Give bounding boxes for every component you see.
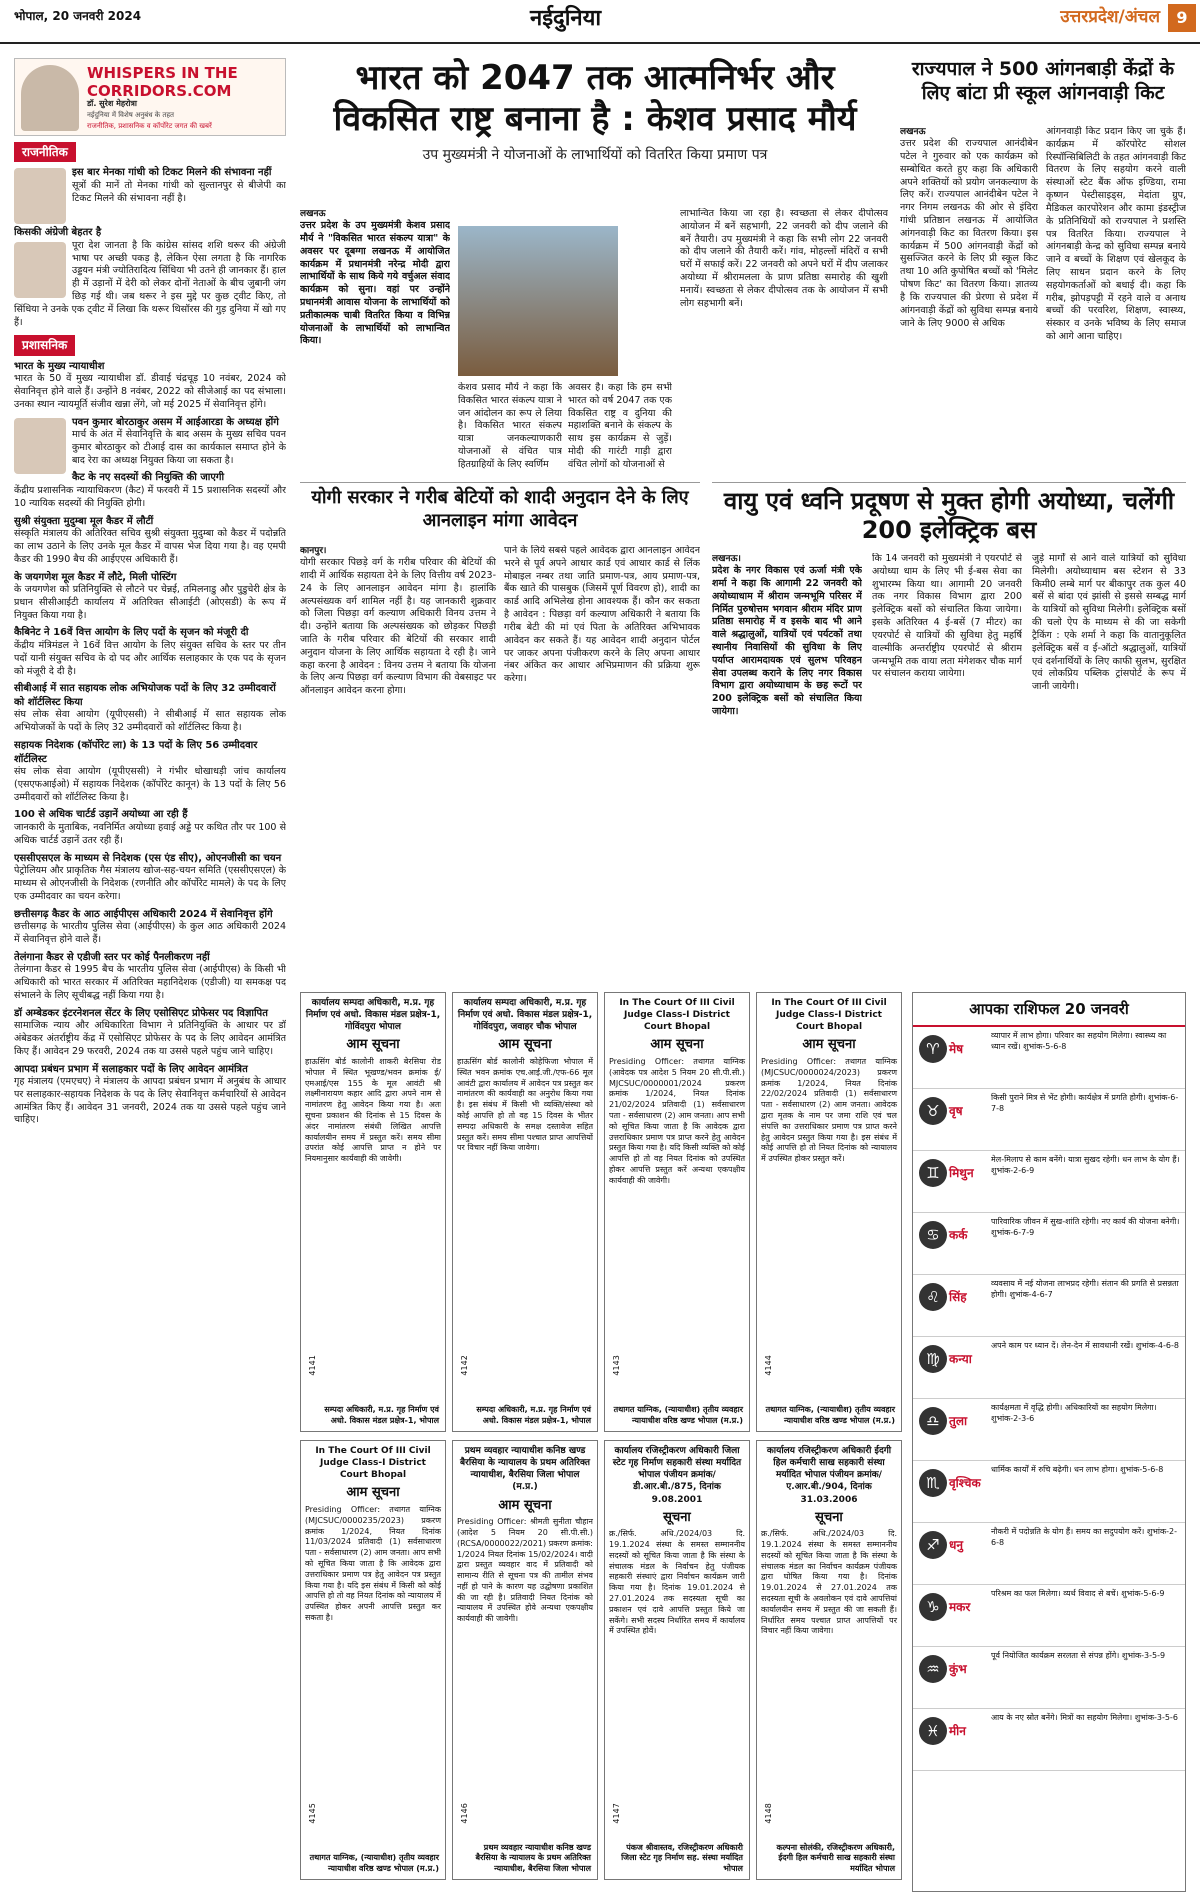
notice-code: 4145 bbox=[307, 1803, 317, 1824]
item-text: संघ लोक सेवा आयोग (यूपीएससी) ने सीबीआई में सात सहायक लोक अभियोजकों के पदों के लिए 32 उम्मीदवारों को शॉर्टलिस्ट किया है। bbox=[14, 709, 286, 734]
governor-dateline: लखनऊ bbox=[900, 127, 926, 137]
notice-code: 4141 bbox=[307, 1355, 317, 1376]
political-item-1 bbox=[14, 166, 286, 205]
item-head: एससीएसएल के माध्यम से निदेशक (एस एंड सीए), ओएनजीसी का चयन bbox=[14, 852, 282, 864]
author-photo bbox=[21, 65, 79, 131]
notice-signature: प्रथम व्यवहार न्यायाधीश कनिष्ठ खण्ड बैरसिया के न्यायालय के प्रथम अतिरिक्त न्यायाधीश, बैरसिया जिला भोपाल bbox=[475, 1842, 591, 1874]
admin-news-item bbox=[14, 626, 286, 678]
lead-col-1 bbox=[300, 208, 450, 473]
whispers-title-2: CORRIDORS.COM bbox=[87, 82, 232, 100]
sign-name: मेष bbox=[949, 1042, 964, 1057]
lead-col-2: केशव प्रसाद मौर्य ने कहा कि विकसित भारत संकल्प यात्रा ने जन आंदोलन का रूप ले लिया है। विकसित भारत संकल्प यात्रा जनकल्याणकारी योजनाओं से वंचित पात्र हितग्राहियों के लिए स्वर्णिम bbox=[458, 382, 562, 470]
sign-text: पूर्व नियोजित कार्यक्रम सरलता से संपन्न होंगे। शुभांक-3-5-9 bbox=[991, 1651, 1166, 1661]
admin-news-item bbox=[14, 1063, 286, 1128]
marriage-dateline: कानपुर। bbox=[300, 546, 327, 556]
notice-title: In The Court Of III Civil Judge Class-I District Court Bhopal bbox=[771, 998, 887, 1033]
admin-news-item bbox=[14, 1007, 286, 1059]
notice-code: 4144 bbox=[763, 1355, 773, 1376]
item-text: मार्च के अंत में सेवानिवृत्ति के बाद असम के मुख्य सचिव पवन कुमार बोरठाकुर को टीआई दास का कार्यकाल समाप्त होने के बाद रेरा का अध्यक्ष नियुक्त किया जा सकता है। bbox=[72, 429, 286, 466]
item-text: सूत्रों की मानें तो मेनका गांधी को सुल्तानपुर से बीजेपी का टिकट मिलने की संभावना नहीं है। bbox=[72, 179, 286, 204]
ayodhya-col-3: जुड़े मार्गों से आने वाले यात्रियों को सुविधा मिलेगी। अयोध्याधाम बस स्टेशन से 33 किमी0 लम्बे मार्ग पर बीकापुर तक कुल 40 बसें से बांदा एवं झांसी से इससे सम्बद्ध मार्ग के यात्रियों को सुविधा मिलेगी। इलेक्ट्रिक बसों की चलो ऐप के माध्यम से की जा सकेगी ट्रैकिंग : एके शर्मा ने कहा कि वातानुकूलित इलेक्ट्रिक बसें व ई-ऑटो श्रद्धालुओं, यात्रियों एवं दर्शनार्थियों के लिए काफी सुलभ, सुरक्षित एवं लोकप्रिय पब्लिक ट्रांसपोर्ट के रूप में जानी जायेगी। bbox=[1032, 553, 1186, 693]
notice-code: 4142 bbox=[459, 1355, 469, 1376]
item-head: आपदा प्रबंधन प्रभाग में सलाहकार पदों के लिए आवेदन आमंत्रित bbox=[14, 1063, 248, 1075]
item-head: के जयगणेश मूल कैडर में लौटे, मिली पोस्टिंग bbox=[14, 571, 177, 583]
menka-photo bbox=[14, 168, 66, 224]
notice-body: हाऊसिंग बोर्ड कालोनी कोहेफिजा भोपाल में स्थित भवन क्रमांक एच.आई.जी./एफ-66 मूल आवंटी द्वारा कार्यालय में आवेदन पत्र प्रस्तुत कर नामांतरण की कार्यवाही का अनुरोध किया गया है। इस संबंध में किसी भी व्यक्ति/संस्था को कोई आपत्ति हो तो वह 15 दिवस के भीतर सम्पदा अधिकारी के समक्ष दस्तावेज सहित प्रस्तुत करें। समय सीमा पश्चात प्राप्त आपत्तियों पर विचार नहीं किया जावेगा। bbox=[457, 1056, 593, 1153]
item-head: सहायक निदेशक (कॉर्पोरेट ला) के 13 पदों के लिए 56 उम्मीदवार शॉर्टलिस्ट bbox=[14, 740, 258, 765]
zodiac-icon: ♓ bbox=[919, 1717, 947, 1745]
item-head: डॉ अम्बेडकर इंटरनेशनल सेंटर के लिए एसोसिएट प्रोफेसर पद विज्ञापित bbox=[14, 1007, 268, 1019]
whispers-tagline: नईदुनिया में विशेष अनुबंध के तहत bbox=[87, 111, 175, 119]
item-head: पवन कुमार बोरठाकुर असम में आईआरडा के अध्यक्ष होंगे bbox=[72, 416, 279, 428]
item-head: किसकी अंग्रेजी बेहतर है bbox=[14, 227, 102, 239]
notice-code: 4147 bbox=[611, 1803, 621, 1824]
sign-name: कन्या bbox=[949, 1352, 972, 1367]
notice-heading: आम सूचना bbox=[802, 1037, 856, 1053]
sign-name: धनु bbox=[949, 1538, 964, 1553]
horoscope-sign bbox=[913, 1523, 1185, 1585]
item-head: कैबिनेट ने 16वें वित्त आयोग के लिए पदों के सृजन को मंजूरी दी bbox=[14, 627, 249, 639]
item-text: तेलंगाना कैडर से 1995 बैच के भारतीय पुलिस सेवा (आईपीएस) के किसी भी अधिकारी को भारत सरकार में अतिरिक्त महानिदेशक (एडीजी) या समकक्ष पद संभालने के लिए सूचीबद्ध नहीं किया गया है। bbox=[14, 964, 286, 1001]
ayodhya-col-2: कि 14 जनवरी को मुख्यमंत्री ने एयरपोर्ट से अयोध्या धाम के लिए भी ई-बस सेवा का शुभारम्भ किया था। आगामी 20 जनवरी तक नगर विकास विभाग द्वारा 200 इलेक्ट्रिक बसों को संचालित किया जायेगा। इसके अतिरिक्त 4 ई-बसें (7 मीटर) का एयरपोर्ट से यात्रियों की सुविधा हेतु महर्षि वाल्मीकि अन्तर्राष्ट्रीय एयरपोर्ट से श्रीराम जन्मभूमि तक वाया लता मंगेशकर चौक मार्ग पर संचालन कराया जायेगा। bbox=[872, 553, 1022, 680]
horoscope-sign bbox=[913, 1337, 1185, 1399]
lead-col-4: लाभान्वित किया जा रहा है। स्वच्छता से लेकर दीपोत्सव आयोजन में बनें सहभागी, 22 जनवरी को दीप जलाने की बनें तैयारी। उप मुख्यमंत्री ने कहा कि सभी लोग 22 जनवरी को दीप जलाने की तैयारी करें। गांव, मोहल्लों मंदिरों व सभी घरों में सफाई करें। 22 जनवरी को अपने घरों में दीप जलाकर अयोध्या में श्रीरामलला के प्राण प्रतिष्ठा समारोह की खुशी मनायें। स्वच्छता से लेकर दीपोत्सव तक के आयोजन में सभी लोग सहभागी बनें। bbox=[680, 208, 888, 309]
governor-col-2: आंगनवाड़ी किट प्रदान किए जा चुके हैं। कार्यक्रम में कॉरपोरेट सोशल रिस्पॉन्सिबिलिटी के तहत आंगनवाड़ी किट वितरण के लिए सहयोग करने वाली संस्थाओं स्टेट बैंक ऑफ इण्डिया, रामा कृष्णन पेस्टीसाइड्स, मेदांता ग्रुप, मैडिकल कारपोरेशन और कामा इंडस्ट्रीज के प्रतिनिधियों को राज्यपाल ने प्रशस्ति पत्र वितरित किया। राज्यपाल ने आंगनबाड़ी केन्द्र को सुविधा सम्पन्न बनाये जाने व बच्चों के शिक्षण एवं खेलकूद के लिए साधन प्रदान करने के लिए सहयोगकर्ताओं को बधाई दी। कहा कि गरीब, झोपड़पट्टी में रहने वाले व अनाथ बच्चों की परवरिश, शिक्षण, स्वास्थ्य, संस्कार व उनके भविष्य के लिए समाज को आगे आना चाहिए। bbox=[1046, 126, 1186, 342]
official-photo bbox=[14, 418, 66, 474]
sign-name: मकर bbox=[949, 1600, 971, 1615]
lead-story bbox=[300, 58, 890, 478]
notice-body: Presiding Officer: श्रीमती सुनीता चौहान (आदेश 5 नियम 20 सी.पी.सी.) (RCSA/0000022/2021) प्रकरण क्रमांक: 1/2024 नियत दिनांक 15/02/2024। वादी द्वारा प्रस्तुत व्यवहार वाद में प्रतिवादी को सामान्य रीति से सूचना पत्र की तामील संभव नहीं हो पाने के कारण यह उद्घोषणा प्रकाशित की जा रही है। प्रतिवादी नियत दिनांक को न्यायालय में उपस्थित होवे अन्यथा एकपक्षीय कार्यवाही की जावेगी। bbox=[457, 1517, 593, 1624]
zodiac-icon: ♑ bbox=[919, 1593, 947, 1621]
zodiac-icon: ♌ bbox=[919, 1283, 947, 1311]
marriage-grant-story bbox=[300, 482, 700, 982]
sign-name: कर्क bbox=[949, 1228, 968, 1243]
notice-code: 4146 bbox=[459, 1803, 469, 1824]
notice-signature: पंकज श्रीवास्तव, रजिस्ट्रीकरण अधिकारी जिला स्टेट गृह निर्माण सह. संस्था मर्यादित भोपाल bbox=[621, 1842, 743, 1874]
notice-code: 4148 bbox=[763, 1803, 773, 1824]
notice-heading: आम सूचना bbox=[346, 1485, 400, 1501]
governor-col-1-text: उत्तर प्रदेश की राज्यपाल आनंदीबेन पटेल ने गुरुवार को एक कार्यक्रम को सम्बोधित करते हुए कहा कि अधिकारी अपने शक्तियों को प्रयोग जनकल्याण के लिए करें। राज्यपाल आनंदीबेन पटेल ने नगर निगम लखनऊ की ओर से इंदिरा गांधी प्रतिष्ठान लखनऊ में आयोजित आंगनवाड़ी किट का वितरण किया। इस कार्यक्रम में 500 आंगनवाड़ी केंद्रों को सुसज्जित करने के लिए प्री स्कूल किट तथा 10 अति कुपोषित बच्चों को 'मिलेट पोषण किट' का वितरण किया। ज्ञातव्य है कि राज्यपाल की प्रेरणा से प्रदेश में आंगनवाड़ी केंद्रों को सुविधा सम्पन्न बनाये जाने के लिए 9000 से अधिक bbox=[900, 138, 1038, 329]
page-number: 9 bbox=[1168, 4, 1196, 32]
horoscope-title: आपका राशिफल 20 जनवरी bbox=[913, 993, 1185, 1027]
tag-administrative: प्रशासनिक bbox=[14, 335, 75, 355]
sign-name: कुंभ bbox=[949, 1662, 967, 1677]
horoscope-sign bbox=[913, 1709, 1185, 1771]
item-text: छत्तीसगढ़ के भारतीय पुलिस सेवा (आईपीएस) के कुल आठ अधिकारी 2024 में सेवानिवृत्त होने वाले हैं। bbox=[14, 921, 286, 945]
notice-box bbox=[604, 992, 750, 1432]
admin-news-item bbox=[14, 908, 286, 947]
admin-news-list bbox=[14, 360, 286, 1128]
item-text: पूरा देश जानता है कि कांग्रेस सांसद शशि थरूर की अंग्रेजी भाषा पर अच्छी पकड़ है, लेकिन ऐसा लगता है कि नागरिक उड्डयन मंत्री ज्योतिरादित्य सिंधिया भी उतने ही जानकार हैं। हाल ही में उड़ानों में देरी को लेकर दोनों नेताओं के बीच जुबानी जंग छिड़ गई थी। जब थरूर ने इस मुद्दे पर कुछ ट्वीट किए, तो सिंधिया ने उनके एक ट्वीट में लिखा कि थरूर थिसॉरस की गुड़ दुनिया में खो गए हैं। bbox=[14, 239, 286, 328]
item-text: भारत के 50 वें मुख्य न्यायाधीश डॉ. डीवाई चंद्रचूड़ 10 नवंबर, 2024 को सेवानिवृत्त होने वाले हैं। उन्होंने 8 नवंबर, 2022 को सीजेआई का पद संभाला। उनका स्थान न्यायमूर्ति संजीव खन्ना लेंगे, जो मई 2025 में सेवानिवृत्त होंगे। bbox=[14, 373, 286, 410]
lead-dateline: लखनऊ bbox=[300, 209, 326, 219]
notice-box bbox=[452, 992, 598, 1432]
item-head: सुश्री संयुक्ता मुदुम्बा मूल कैडर में लौटीं bbox=[14, 515, 154, 527]
sign-name: मिथुन bbox=[949, 1166, 974, 1181]
section-title: उत्तरप्रदेश/अंचल bbox=[1060, 7, 1160, 27]
sign-text: धार्मिक कार्यों में रुचि बढ़ेगी। धन लाभ होगा। शुभांक-5-6-8 bbox=[991, 1465, 1164, 1475]
item-text: जानकारी के मुताबिक, नवनिर्मित अयोध्या हवाई अड्डे पर कथित तौर पर 100 से अधिक चार्टर्ड उड़ानें उतर रही हैं। bbox=[14, 821, 286, 846]
admin-news-item bbox=[14, 571, 286, 623]
item-text: के जयगणेश को प्रतिनियुक्ति से लौटने पर चेन्नई, तमिलनाडु और पुडुचेरी क्षेत्र के प्रधान सीसीआईटी कार्यालय में अतिरिक्त सीआईटी (ओएसडी) के रूप में नियुक्त किया गया है। bbox=[14, 584, 286, 621]
notice-title: In The Court Of III Civil Judge Class-I District Court Bhopal bbox=[315, 1446, 431, 1481]
horoscope-signs bbox=[913, 1027, 1185, 1771]
horoscope-sign bbox=[913, 1585, 1185, 1647]
item-text: पेट्रोलियम और प्राकृतिक गैस मंत्रालय खोज-सह-चयन समिति (एससीएसएल) के माध्यम से ओएनजीसी के निदेशक (रणनीति और कॉर्पोरेट मामले) के पद के लिए एक उम्मीदवार का चयन करेगा। bbox=[14, 865, 286, 902]
sign-text: परिश्रम का फल मिलेगा। व्यर्थ विवाद से बचें। शुभांक-5-6-9 bbox=[991, 1589, 1165, 1599]
notice-box bbox=[300, 1440, 446, 1880]
marriage-col-2: पाने के लिये सबसे पहले आवेदक द्वारा आनलाइन आवेदन भरने से पूर्व अपने आधार कार्ड एवं आधार कार्ड से लिंक मोबाइल नम्बर तथा जाति प्रमाण-पत्र, आय प्रमाण-पत्र, बैंक खाते की पासबुक (जिसमें पूर्ण विवरण हो), शादी का कार्ड आदि अभिलेख होना आवश्यक हैं। कौन कर सकता है आवेदन : पिछड़ा वर्ग कल्याण अधिकारी ने बताया कि गरीब बेटी की मां एवं पिता के अतिरिक्त अभिभावक आवेदन कर सकते हैं। यह आवेदन शादी अनुदान पोर्टल पर जाकर अपना पंजीकरण करने के लिए अपना आधार नंबर अंकित कर आधार अभिप्रमाणन की प्रक्रिया शुरू करेगा। bbox=[504, 545, 700, 685]
ayodhya-headline: वायु एवं ध्वनि प्रदूषण से मुक्त होगी अयोध्या, चलेंगी 200 इलेक्ट्रिक बस bbox=[723, 487, 1175, 544]
item-head: कैट के नए सदस्यों की नियुक्ति की जाएगी bbox=[72, 472, 225, 484]
item-head: भारत के मुख्य न्यायाधीश bbox=[14, 360, 105, 372]
notice-heading: आम सूचना bbox=[498, 1497, 552, 1513]
notice-box bbox=[604, 1440, 750, 1880]
notice-title: प्रथम व्यवहार न्यायाधीश कनिष्ठ खण्ड बैरसिया के न्यायालय के प्रथम अतिरिक्त न्यायाधीश, बैरसिया जिला भोपाल (म.प्र.) bbox=[460, 1446, 590, 1493]
notice-body: क्र./सिर्फ. अधि./2024/03 दि. 19.1.2024 संस्था के समस्त सम्माननीय सदस्यों को सूचित किया जाता है कि संस्था के संचालक मंडल का निर्वाचन कार्यक्रम पंजीयक द्वारा घोषित किया गया है। दिनांक 19.01.2024 से 27.01.2024 तक सदस्यता सूची के अवलोकन एवं दावे आपत्तियां कार्यालयीन समय में प्रस्तुत की जा सकती हैं। निर्धारित समय पश्चात प्राप्त आपत्तियों पर विचार नहीं किया जावेगा। bbox=[761, 1529, 897, 1636]
lead-col-3: अवसर है। कहा कि हम सभी भारत को वर्ष 2047 तक एक विकसित राष्ट्र व दुनिया की महाशक्ति बनाने के संकल्प के साथ इस कार्यक्रम से जुड़ें। मोदी की गारंटी गाड़ी द्वारा वंचित लोगों को योजनाओं से bbox=[568, 382, 672, 470]
zodiac-icon: ♈ bbox=[919, 1035, 947, 1063]
horoscope-sign bbox=[913, 1399, 1185, 1461]
zodiac-icon: ♒ bbox=[919, 1655, 947, 1683]
zodiac-icon: ♏ bbox=[919, 1469, 947, 1497]
notice-box bbox=[452, 1440, 598, 1880]
horoscope-sign bbox=[913, 1213, 1185, 1275]
horoscope-sign bbox=[913, 1461, 1185, 1523]
admin-news-item bbox=[14, 808, 286, 847]
admin-news-item bbox=[14, 416, 286, 468]
admin-news-item bbox=[14, 471, 286, 510]
sign-text: व्यापार में लाभ होगा। परिवार का सहयोग मिलेगा। स्वास्थ्य का ध्यान रखें। शुभांक-5-6-8 bbox=[991, 1031, 1167, 1052]
notice-signature: सम्पदा अधिकारी, म.प्र. गृह निर्माण एवं अधो. विकास मंडल प्रक्षेत्र-1, भोपाल bbox=[476, 1405, 591, 1426]
sign-name: वृश्चिक bbox=[949, 1476, 981, 1491]
item-head: छत्तीसगढ़ कैडर के आठ आईपीएस अधिकारी 2024 में सेवानिवृत्त होंगे bbox=[14, 908, 273, 920]
sign-text: अपने काम पर ध्यान दें। लेन-देन में सावधानी रखें। शुभांक-4-6-8 bbox=[991, 1341, 1179, 1351]
notice-code: 4143 bbox=[611, 1355, 621, 1376]
tag-political: राजनीतिक bbox=[14, 142, 76, 162]
item-text: संस्कृति मंत्रालय की अतिरिक्त सचिव सुश्री संयुक्ता मुदुम्बा को कैडर में पदोन्नति का लाभ उठाने के लिए उनके मूल कैडर में वापस भेज दिया गया है। वह एमपी कैडर की 1990 बैच की आईएएस अधिकारी हैं। bbox=[14, 528, 286, 565]
ayodhya-col-1-text: प्रदेश के नगर विकास एवं ऊर्जा मंत्री एके शर्मा ने कहा कि आगामी 22 जनवरी को अयोध्याधाम में श्रीराम जन्मभूमि परिसर में निर्मित पुरुषोत्तम भगवान श्रीराम मंदिर प्राण प्रतिष्ठा समारोह में व इसके बाद भी आने वाले श्रद्धालुओं, यात्रियों एवं पर्यटकों तथा स्थानीय निवासियों की सुविधा के लिए पर्याप्त आरामदायक एवं सुलभ परिवहन सेवा उपलब्ध कराने के लिए नगर विकास विभाग द्वारा अयोध्याधाम के छह रूटों पर 200 इलेक्ट्रिक बसों को संचालित किया जायेगा। bbox=[712, 565, 862, 718]
sign-name: सिंह bbox=[949, 1290, 967, 1305]
notice-body: क्र./सिर्फ. अधि./2024/03 दि. 19.1.2024 संस्था के समस्त सम्माननीय सदस्यों को सूचित किया जाता है कि संस्था के संचालक मंडल के निर्वाचन हेतु पंजीयक सहकारी संस्थाएं द्वारा निर्वाचन कार्यक्रम जारी किया गया है। दिनांक 19.01.2024 से 27.01.2024 तक सदस्यता सूची का प्रकाशन एवं दावे आपत्ति प्रस्तुत किये जा सकेंगे। सभी सदस्य निर्धारित समय में कार्यालय में उपस्थित होवें। bbox=[609, 1529, 745, 1636]
notice-box bbox=[300, 992, 446, 1432]
lead-subhead: उप मुख्यमंत्री ने योजनाओं के लाभार्थियों को वितरित किया प्रमाण पत्र bbox=[422, 146, 768, 163]
horoscope-sign bbox=[913, 1647, 1185, 1709]
item-head: 100 से अधिक चार्टर्ड उड़ानें अयोध्या आ रही हैं bbox=[14, 809, 188, 821]
lead-headline: भारत को 2047 तक आत्मनिर्भर और विकसित राष्ट्र बनाना है : केशव प्रसाद मौर्य bbox=[333, 58, 857, 139]
masthead bbox=[0, 0, 1200, 44]
notice-title: In The Court Of III Civil Judge Class-I District Court Bhopal bbox=[619, 998, 735, 1033]
item-head: सीबीआई में सात सहायक लोक अभियोजक पदों के लिए 32 उम्मीदवारों को शॉर्टलिस्ट किया bbox=[14, 683, 276, 708]
notice-signature: तथागत याग्निक, (न्यायाधीश) तृतीय व्यवहार न्यायाधीश वरिष्ठ खण्ड भोपाल (म.प्र.) bbox=[309, 1853, 439, 1874]
item-head: इस बार मेनका गांधी को टिकट मिलने की संभावना नहीं bbox=[72, 167, 272, 179]
notice-body: Presiding Officer: तथागत याग्निक (MJCSUC/0000235/2023) प्रकरण क्रमांक 1/2024, नियत दिनांक 11/03/2024 प्रतिवादी (1) सर्वसाधारण पता - सर्वसाधारण (2) आम जनता। आप सभी को सूचित किया जाता है कि आवेदक द्वारा उत्तराधिकार प्रमाण पत्र हेतु आवेदन पत्र प्रस्तुत किया गया है। यदि इस संबंध में किसी को कोई आपत्ति हो तो वह नियत दिनांक को न्यायालय में उपस्थित होकर अपनी आपत्ति प्रस्तुत कर सकता है। bbox=[305, 1504, 441, 1622]
admin-news-item bbox=[14, 360, 286, 412]
admin-news-item bbox=[14, 951, 286, 1003]
notice-box bbox=[756, 1440, 902, 1880]
left-column bbox=[14, 58, 286, 1894]
governor-story bbox=[900, 58, 1186, 478]
sign-text: कार्यक्षमता में वृद्धि होगी। अधिकारियों का सहयोग मिलेगा। शुभांक-2-3-6 bbox=[991, 1403, 1157, 1424]
governor-headline: राज्यपाल ने 500 आंगनबाड़ी केंद्रों के लिए बांटा प्री स्कूल आंगनवाड़ी किट bbox=[911, 58, 1175, 104]
notice-body: हाऊसिंग बोर्ड कालोनी शाकरी बेरसिया रोड भोपाल में स्थित भूखण्ड/भवन क्रमांक ई/एमआई/एस 155 के मूल आवंटी श्री लक्ष्मीनारायण कहार आदि द्वारा अपने नाम से नामांतरण हेतु आवेदन किया गया है। अतः सूचना प्रकाशन की दिनांक से 15 दिवस के अंदर नामांतरण संबंधी लिखित आपत्ति कार्यालयीन समय में प्रस्तुत करें। समय सीमा उपरांत कोई आपत्ति प्राप्त न होने पर नियमानुसार कार्यवाही की जावेगी। bbox=[305, 1056, 441, 1164]
notice-heading: आम सूचना bbox=[346, 1037, 400, 1053]
sign-text: पारिवारिक जीवन में सुख-शांति रहेगी। नए कार्य की योजना बनेगी। शुभांक-6-7-9 bbox=[991, 1217, 1180, 1238]
zodiac-icon: ♍ bbox=[919, 1345, 947, 1373]
notice-title: कार्यालय रजिस्ट्रीकरण अधिकारी ईदगी हिल कर्मचारी साख सहकारी संस्था मर्यादित भोपाल पंजीयन क्रमांक/ए.आर.बी./904, दिनांक 31.03.2006 bbox=[766, 1446, 892, 1505]
item-text: संघ लोक सेवा आयोग (यूपीएससी) ने गंभीर धोखाधड़ी जांच कार्यालय (एसएफआईओ) में सहायक निदेशक (कॉर्पोरेट कानून) के 13 पदों के लिए 56 उम्मीदवारों को शॉर्टलिस्ट किया है। bbox=[14, 766, 286, 803]
sign-name: वृष bbox=[949, 1104, 963, 1119]
lead-col-1-text: उत्तर प्रदेश के उप मुख्यमंत्री केशव प्रसाद मौर्य ने "विकसित भारत संकल्प यात्रा" के अवसर पर दूबग्गा लखनऊ में आयोजित कार्यक्रम में प्रधानमंत्री नरेन्द्र मोदी द्वारा लाभार्थियों के साथ किये गये वर्चुअल संवाद कार्यक्रम को सुना। वहां पर उन्होंने प्रधानमंत्री आवास योजना के लाभार्थियों को प्रतीकात्मक चाबी वितरित किया व विभिन्न योजनाओं के लाभार्थियों को लाभान्वित किया। bbox=[300, 220, 450, 347]
sign-name: मीन bbox=[949, 1724, 966, 1739]
sign-text: व्यवसाय में नई योजना लाभप्रद रहेगी। संतान की प्रगति से प्रसन्नता होगी। शुभांक-4-6-7 bbox=[991, 1279, 1179, 1300]
marriage-col-1 bbox=[300, 545, 496, 977]
admin-news-item bbox=[14, 515, 286, 567]
notice-heading: आम सूचना bbox=[650, 1037, 704, 1053]
admin-news-item bbox=[14, 852, 286, 904]
ayodhya-col-1 bbox=[712, 553, 862, 977]
admin-news-item bbox=[14, 682, 286, 735]
notice-body: Presiding Officer: तथागत याग्निक (MJCSUC/0000024/2023) प्रकरण क्रमांक 1/2024, नियत दिनांक 22/02/2024 प्रतिवादी (1) सर्वसाधारण पता - सर्वसाधारण (2) आम जनता। आवेदक द्वारा मृतक के नाम पर जमा राशि एवं चल संपत्ति का उत्तराधिकार प्रमाण पत्र प्राप्त करने हेतु आवेदन प्रस्तुत किया गया है। इस संबंध में कोई आपत्ति हो तो नियत दिनांक को न्यायालय में उपस्थित होकर प्रस्तुत करें। bbox=[761, 1056, 897, 1164]
notice-title: कार्यालय रजिस्ट्रीकरण अधिकारी जिला स्टेट गृह निर्माण सहकारी संस्था मर्यादित भोपाल पंजीयन क्रमांक/डी.आर.बी./875, दिनांक 9.08.2001 bbox=[612, 1446, 742, 1505]
notice-title: कार्यालय सम्पदा अधिकारी, म.प्र. गृह निर्माण एवं अधो. विकास मंडल प्रक्षेत्र-1, गोविंदपुरा भोपाल bbox=[305, 998, 441, 1033]
item-text: केंद्रीय प्रशासनिक न्यायाधिकरण (कैट) में फरवरी में 15 प्रशासनिक सदस्यों और 10 न्यायिक सदस्यों की नियुक्ति होगी। bbox=[14, 484, 286, 509]
notice-body: Presiding Officer: तथागत याग्निक (आवेदक पत्र आदेश 5 नियम 20 सी.पी.सी.) MJCSUC/0000001/2024 प्रकरण क्रमांक 1/2024, नियत दिनांक 21/02/2024 प्रतिवादी (1) सर्वसाधारण पता - सर्वसाधारण (2) आम जनता। आप सभी को सूचित किया जाता है कि आवेदक द्वारा उत्तराधिकार प्रमाण पत्र प्राप्त करने हेतु आवेदन प्रस्तुत किया गया है। यदि किसी व्यक्ति को कोई आपत्ति हो तो वह नियत दिनांक को उपस्थित होकर आपत्ति प्रस्तुत करें अन्यथा एकपक्षीय कार्यवाही की जावेगी। bbox=[609, 1056, 745, 1185]
sign-text: किसी पुराने मित्र से भेंट होगी। कार्यक्षेत्र में प्रगति होगी। शुभांक-6-7-8 bbox=[991, 1093, 1179, 1114]
sign-name: तुला bbox=[949, 1414, 968, 1429]
notice-signature: तथागत याग्निक, (न्यायाधीश) तृतीय व्यवहार न्यायाधीश वरिष्ठ खण्ड भोपाल (म.प्र.) bbox=[613, 1405, 743, 1426]
notice-box bbox=[756, 992, 902, 1432]
whispers-subtag: राजनीतिक, प्रशासनिक व कॉर्पोरेट जगत की खबरें bbox=[87, 122, 212, 130]
admin-news-item bbox=[14, 739, 286, 804]
horoscope-sign bbox=[913, 1151, 1185, 1213]
sign-text: आय के नए स्रोत बनेंगे। मित्रों का सहयोग मिलेगा। शुभांक-3-5-6 bbox=[991, 1713, 1178, 1723]
item-text: गृह मंत्रालय (एमएचए) ने मंत्रालय के आपदा प्रबंधन प्रभाग में अनुबंध के आधार पर सलाहकार-सहायक निदेशक के पद के लिए सेवानिवृत्त कर्मचारियों से आवेदन आमंत्रित किए हैं। आवेदन 31 जनवरी, 2024 तक या उससे पहले पहुंच जाने चाहिए। bbox=[14, 1076, 286, 1126]
notice-heading: आम सूचना bbox=[498, 1037, 552, 1053]
zodiac-icon: ♊ bbox=[919, 1159, 947, 1187]
ayodhya-dateline: लखनऊ। bbox=[712, 554, 741, 564]
notice-title: कार्यालय सम्पदा अधिकारी, म.प्र. गृह निर्माण एवं अधो. विकास मंडल प्रक्षेत्र-1, गोविंदपुरा, जवाहर चौक भोपाल bbox=[457, 998, 593, 1033]
whispers-author: डॉ. सुरेश मेहरोत्रा bbox=[87, 99, 137, 108]
ayodhya-bus-story bbox=[712, 482, 1186, 982]
notice-signature: कल्पना सोलंकी, रजिस्ट्रीकरण अधिकारी, ईदगी हिल कर्मचारी साख सहकारी संस्था मर्यादित भोपाल bbox=[776, 1842, 895, 1874]
edition-date: भोपाल, 20 जनवरी 2024 bbox=[14, 9, 142, 23]
zodiac-icon: ♎ bbox=[919, 1407, 947, 1435]
sign-text: नौकरी में पदोन्नति के योग हैं। समय का सदुपयोग करें। शुभांक-2-6-8 bbox=[991, 1527, 1177, 1548]
zodiac-icon: ♐ bbox=[919, 1531, 947, 1559]
horoscope-sign bbox=[913, 1027, 1185, 1089]
zodiac-icon: ♋ bbox=[919, 1221, 947, 1249]
political-item-2 bbox=[14, 226, 286, 329]
whispers-title-1: WHISPERS IN THE bbox=[87, 64, 238, 82]
whispers-banner bbox=[14, 58, 286, 136]
lead-photo bbox=[458, 226, 618, 376]
leaders-photo bbox=[14, 242, 66, 298]
item-head: तेलंगाना कैडर से एडीजी स्तर पर कोई पैनलीकरण नहीं bbox=[14, 951, 210, 963]
notice-signature: सम्पदा अधिकारी, म.प्र. गृह निर्माण एवं अधो. विकास मंडल प्रक्षेत्र-1, भोपाल bbox=[324, 1405, 439, 1426]
zodiac-icon: ♉ bbox=[919, 1097, 947, 1125]
notice-heading: सूचना bbox=[663, 1509, 691, 1525]
notice-signature: तथागत याग्निक, (न्यायाधीश) तृतीय व्यवहार न्यायाधीश वरिष्ठ खण्ड भोपाल (म.प्र.) bbox=[765, 1405, 895, 1426]
item-text: सामाजिक न्याय और अधिकारिता विभाग ने प्रतिनियुक्ति के आधार पर डॉ अंबेडकर अंतर्राष्ट्रीय केंद्र में एसोसिएट प्रोफेसर के पद के लिए आवेदन आमंत्रित किए हैं। आवेदन 29 फरवरी, 2024 तक या उससे पहले पहुंच जाने चाहिए। bbox=[14, 1020, 286, 1057]
newspaper-logo: नईदुनिया bbox=[530, 5, 602, 31]
sign-text: मेल-मिलाप से काम बनेंगे। यात्रा सुखद रहेगी। धन लाभ के योग हैं। शुभांक-2-6-9 bbox=[991, 1155, 1180, 1176]
item-text: केंद्रीय मंत्रिमंडल ने 16वें वित्त आयोग के लिए संयुक्त सचिव के स्तर पर तीन पदों यानी संयुक्त सचिव के दो पद और आर्थिक सलाहकार के एक पद के सृजन को मंजूरी दे दी है। bbox=[14, 639, 286, 677]
horoscope-sign bbox=[913, 1089, 1185, 1151]
horoscope-box bbox=[912, 992, 1186, 1892]
governor-col-1 bbox=[900, 126, 1038, 476]
marriage-col-1-text: योगी सरकार पिछड़े वर्ग के गरीब परिवार की बेटियों की शादी में आर्थिक सहायता देने के लिए वित्तीय वर्ष 2023-24 के लिए आनलाइन आवेदन मांगा है। हालांकि अल्पसंख्यक वर्ग शामिल नहीं है। यह जानकारी शुक्रवार को जिला पिछड़ा वर्ग कल्याण अधिकारी विनय उत्तम ने दी। उन्होंने बताया कि अल्पसंख्यक को छोड़कर पिछड़ी जाति के गरीब परिवार की बेटियों की सरकार शादी अनुदान योजना के लिए आर्थिक सहायता दे रही है। जाने कहा करना है आवेदन : विनय उत्तम ने बताया कि योजना के लिए अन्य पिछड़ा वर्ग कल्याण विभाग की वेबसाइट पर ऑनलाइन आवेदन करना होगा। bbox=[300, 557, 496, 697]
horoscope-sign bbox=[913, 1275, 1185, 1337]
notice-heading: सूचना bbox=[815, 1509, 843, 1525]
marriage-headline: योगी सरकार ने गरीब बेटियों को शादी अनुदान देने के लिए आनलाइन मांगा आवेदन bbox=[311, 487, 689, 531]
